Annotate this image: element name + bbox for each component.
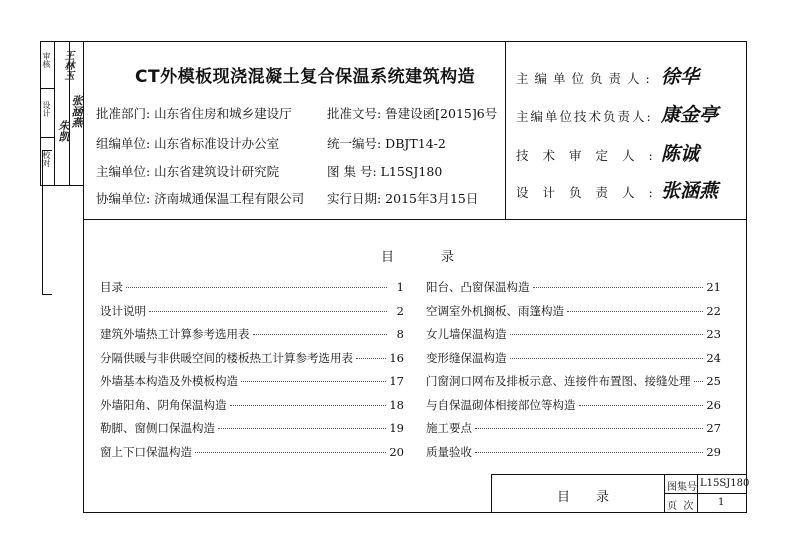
toc-item-title: 分隔供暖与非供暖空间的楼板热工计算参考选用表 (100, 350, 353, 365)
signature-chief-unit-head: 徐华 (661, 66, 700, 88)
toc-item-title: 外墙基本构造及外模板构造 (100, 374, 238, 388)
toc-item-page: 24 (706, 350, 721, 365)
toc-item[interactable] (426, 303, 721, 319)
toc-item-page: 2 (396, 303, 404, 318)
toc-item-page: 1 (396, 280, 404, 294)
toc-item[interactable] (100, 420, 404, 436)
title-block-top-line (491, 474, 747, 475)
toc-item-title: 窗上下口保温构造 (100, 444, 192, 459)
toc-item-title: 阳台、凸窗保温构造 (426, 280, 530, 294)
toc-item-page: 20 (389, 444, 404, 459)
toc-leader-dots (230, 405, 387, 406)
side-divider (54, 42, 55, 185)
side-signature-design: 张涵燕 (70, 95, 83, 128)
toc-item-page: 22 (706, 303, 721, 318)
toc-item[interactable] (100, 373, 404, 389)
toc-item-title: 设计说明 (100, 303, 146, 318)
signature-technical-head: 康金亭 (661, 104, 719, 126)
toc-item[interactable] (426, 373, 721, 389)
toc-leader-dots (510, 358, 704, 359)
toc-item[interactable] (426, 420, 721, 436)
title-block-row-line (664, 493, 747, 494)
toc-heading-left: 目 (381, 250, 395, 265)
chief-unit: 主编单位: 山东省建筑设计研究院 (96, 164, 280, 179)
side-label-design: 设计 (42, 101, 51, 117)
toc-leader-dots (218, 428, 386, 429)
toc-item-title: 女儿墙保温构造 (426, 327, 507, 341)
toc-item[interactable] (426, 279, 721, 295)
toc-leader-dots (579, 405, 704, 406)
toc-leader-dots (567, 311, 703, 312)
toc-item[interactable] (426, 350, 721, 366)
page-value: 1 (718, 497, 725, 508)
role-technical-reviewer: 技术审定人: (516, 148, 667, 163)
toc-leader-dots (241, 381, 386, 382)
toc-item[interactable] (426, 444, 721, 460)
unified-number: 统一编号: DBJT14-2 (327, 136, 446, 151)
toc-item-page: 8 (396, 327, 404, 341)
toc-item[interactable] (100, 444, 404, 460)
toc-item-title: 与自保温砌体相接部位等构造 (426, 397, 576, 412)
atlas-label: 图集号 (667, 482, 697, 493)
toc-heading-right: 录 (441, 250, 455, 265)
toc-item-title: 变形缝保温构造 (426, 350, 507, 365)
toc-item-page: 26 (706, 397, 721, 412)
header-bottom-line (83, 219, 747, 220)
toc-item-page: 29 (706, 444, 721, 459)
toc-item-page: 25 (706, 374, 721, 388)
toc-leader-dots (475, 452, 703, 453)
approval-dept: 批准部门: 山东省住房和城乡建设厅 (96, 106, 292, 121)
compile-unit: 组编单位: 山东省标准设计办公室 (96, 136, 280, 151)
toc-leader-dots (195, 452, 386, 453)
toc-item-title: 施工要点 (426, 421, 472, 435)
side-label-review: 审核 (42, 52, 51, 68)
toc-item-page: 27 (706, 421, 721, 435)
header-divider (505, 41, 506, 219)
side-label-check: 校对 (42, 150, 52, 295)
toc-item-title: 质量验收 (426, 444, 472, 459)
toc-leader-dots (149, 311, 387, 312)
signature-design-head: 张涵燕 (661, 180, 719, 202)
title-block-name-left: 目 (557, 490, 571, 505)
toc-item[interactable] (100, 279, 404, 295)
toc-leader-dots (356, 358, 386, 359)
toc-item[interactable] (100, 350, 404, 366)
atlas-value: L15SJ180 (700, 478, 750, 489)
toc-leader-dots (475, 428, 703, 429)
toc-item[interactable] (426, 326, 721, 342)
signature-technical-reviewer: 陈诚 (661, 143, 700, 165)
toc-item-page: 21 (706, 280, 721, 294)
toc-item-page: 19 (389, 421, 404, 435)
toc-item-title: 目录 (100, 280, 123, 294)
assist-unit: 协编单位: 济南城通保温工程有限公司 (96, 191, 305, 206)
toc-item[interactable] (100, 397, 404, 413)
role-chief-unit-head: 主编单位负责人: (516, 71, 656, 86)
title-block-left-line (491, 474, 492, 513)
side-signature-check: 朱凯 (57, 120, 70, 142)
side-row-line (40, 137, 54, 138)
toc-item[interactable] (100, 303, 404, 319)
title-block-name-right: 录 (596, 490, 610, 505)
toc-leader-dots (253, 334, 388, 335)
toc-item-title: 门窗洞口网布及排板示意、连接件布置图、接缝处理 (426, 374, 691, 388)
toc-item[interactable] (100, 326, 404, 342)
page-title: CT外模板现浇混凝土复合保温系统建筑构造 (135, 67, 476, 87)
toc-leader-dots (533, 287, 704, 288)
approval-doc: 批准文号: 鲁建设函[2015]6号 (327, 106, 498, 121)
atlas-number: 图 集 号: L15SJ180 (327, 164, 443, 179)
toc-item-page: 18 (389, 397, 404, 412)
toc-item-page: 17 (389, 374, 404, 388)
page-label: 页 次 (667, 501, 694, 512)
toc-leader-dots (694, 381, 704, 382)
toc-leader-dots (510, 334, 704, 335)
toc-item-title: 空调室外机搁板、雨篷构造 (426, 303, 564, 318)
side-row-line (40, 88, 54, 89)
role-design-head: 设计负责人: (516, 185, 667, 200)
toc-item-title: 建筑外墙热工计算参考选用表 (100, 327, 250, 341)
toc-item[interactable] (426, 397, 721, 413)
implementation-date: 实行日期: 2015年3月15日 (327, 191, 479, 206)
toc-item-title: 外墙阳角、阴角保温构造 (100, 397, 227, 412)
toc-item-title: 勒脚、窗侧口保温构造 (100, 421, 215, 435)
toc-leader-dots (126, 287, 387, 288)
toc-item-page: 23 (706, 327, 721, 341)
side-signature-review: 王林玉 (62, 50, 73, 80)
role-technical-head: 主编单位技术负责人: (516, 109, 653, 124)
toc-item-page: 16 (389, 350, 404, 365)
